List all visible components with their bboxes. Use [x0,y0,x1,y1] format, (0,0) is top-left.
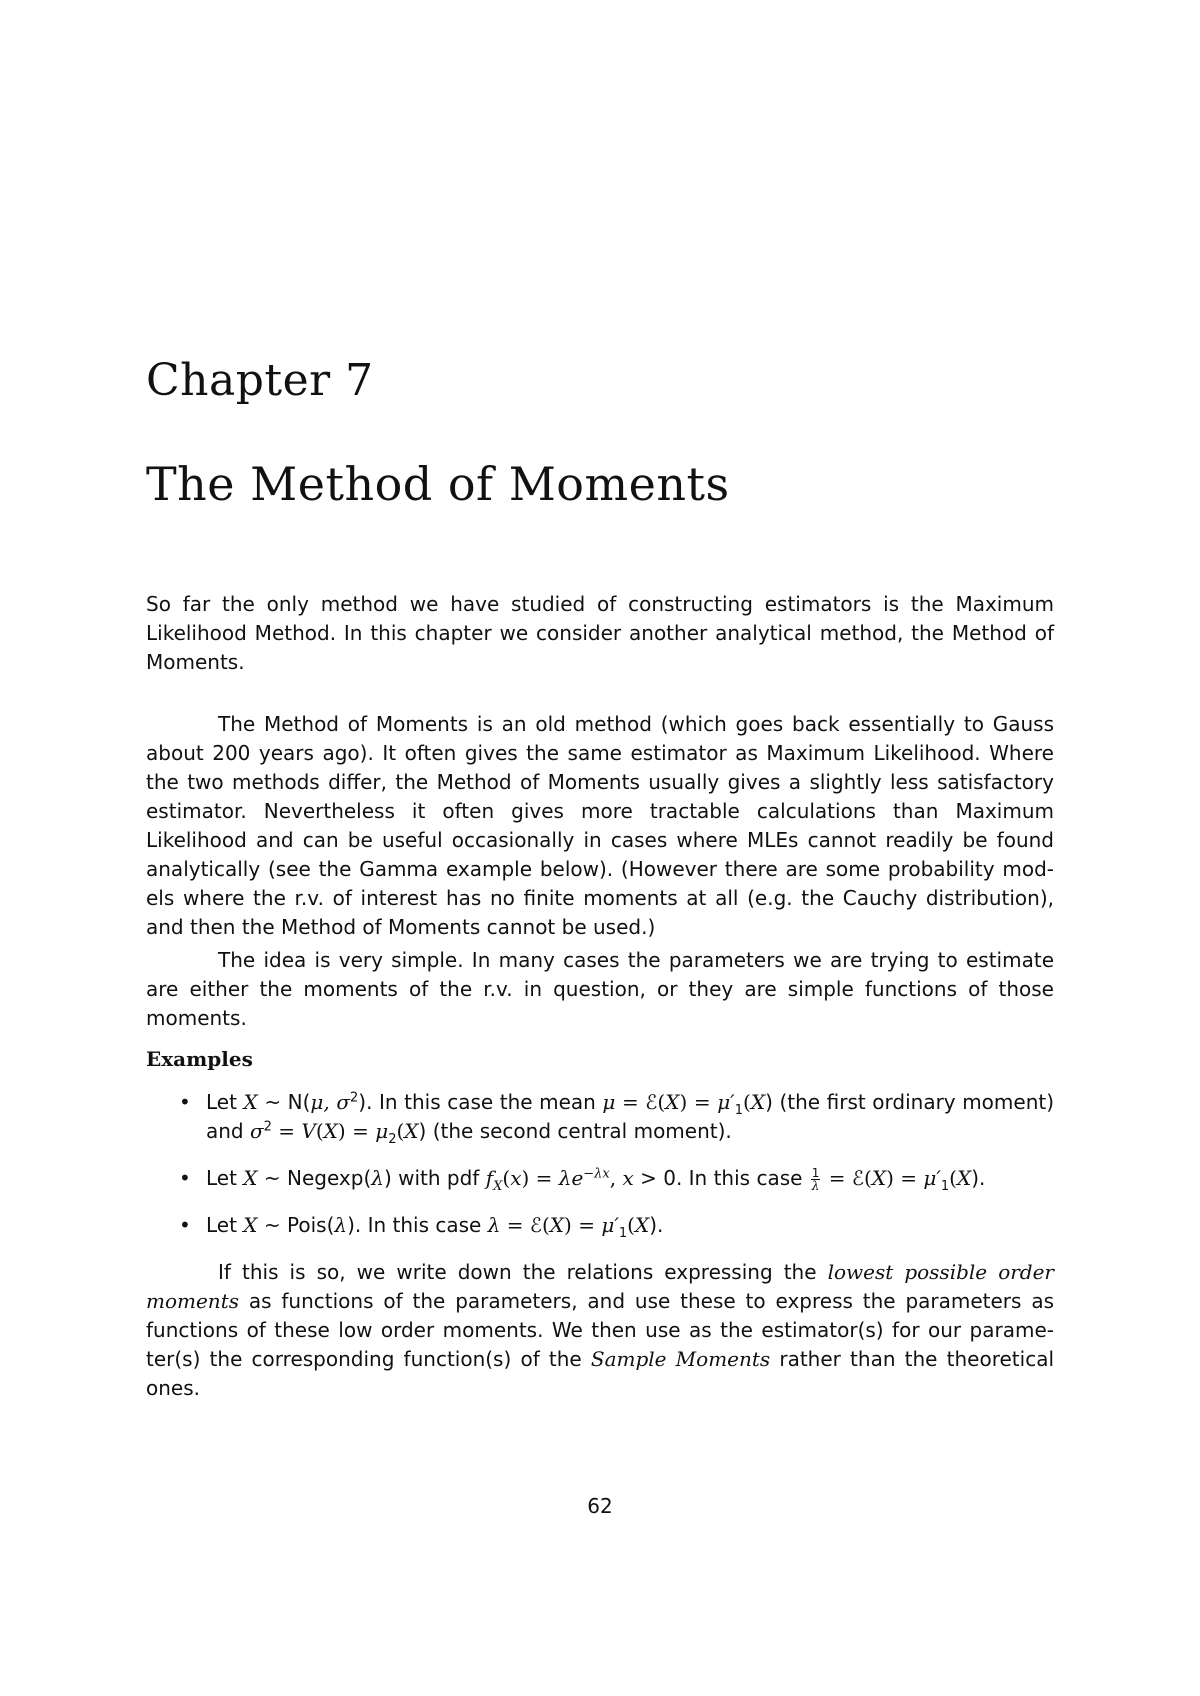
list-item-negexp: • Let X ~ Negexp(λ) with pdf $f_X(x) = \lambda e^{-\lambda x}$, x > 0. In this case $\frac{1}{\lambda}$ = ℰ(X) = $\mu'_1(X)$. [179,1166,986,1194]
list-item-poisson: • Let X ~ Pois(λ). In this case λ = ℰ(X) = $\mu'_1(X)$. [179,1213,664,1241]
bullet-icon: • [179,1166,191,1190]
emphasis-sample-moments: Sample Moments [590,1347,771,1371]
paragraph-conclusion: If this is so, we write down the relations expressing the lowest possible order moments as functions of the parameters, and use these to express the parameters as functions of these low order moments. We then use as the estimator(s) for our parameter(s) the corresponding function(s) of the Sample Moments rather than the theoretical ones. [146,1260,1055,1400]
paragraph-idea: The idea is very simple. In many cases the parameters we are trying to estimate are either the moments of the r.v. in question, or they are simple functions of those moments. [146,948,1054,1030]
list-item-normal: • Let X ~ N(μ, $\sigma^2$). In this case the mean μ = ℰ(X) = $\mu'_1(X)$ (the first ordinary moment) and $\sigma^2 = V(X) = \mu_2(X)$ (the second central moment). [179,1090,1055,1147]
bullet-icon: • [179,1090,191,1114]
body-text [146,590,1054,1403]
examples-heading: Examples [146,1047,253,1071]
fraction-one-over-lambda: $\frac{1}{\lambda}$ [811,1166,820,1193]
page-number: 62 [587,1494,613,1518]
examples-list [146,1088,1054,1240]
paragraph-intro: So far the only method we have studied of constructing estimators is the Maximum Likelihood Method. In this chapter we consider another analytical method, the Method of Moments. [146,592,1054,674]
paragraph-history: The Method of Moments is an old method (which goes back essentially to Gauss about 200 years ago). It often gives the same estimator as Maximum Likelihood. Where the two methods differ, the Method of Moments usually gives a slightly less satisfactory estimator. Nevertheless it often gives more tractable calculations than Maximum Likelihood and can be useful occasionally in cases where MLEs cannot readily be found analytically (see the Gamma example below). (However there are some probability models where the r.v. of interest has no finite moments at all (e.g. the Cauchy distribution), and then the Method of Moments cannot be used.) [146,712,1054,939]
bullet-icon: • [179,1213,191,1237]
chapter-title: The Method of Moments [146,457,730,511]
emphasis-lowest-order-moments: lowest possible order moments [146,1260,1054,1313]
chapter-label: Chapter 7 [146,355,374,406]
